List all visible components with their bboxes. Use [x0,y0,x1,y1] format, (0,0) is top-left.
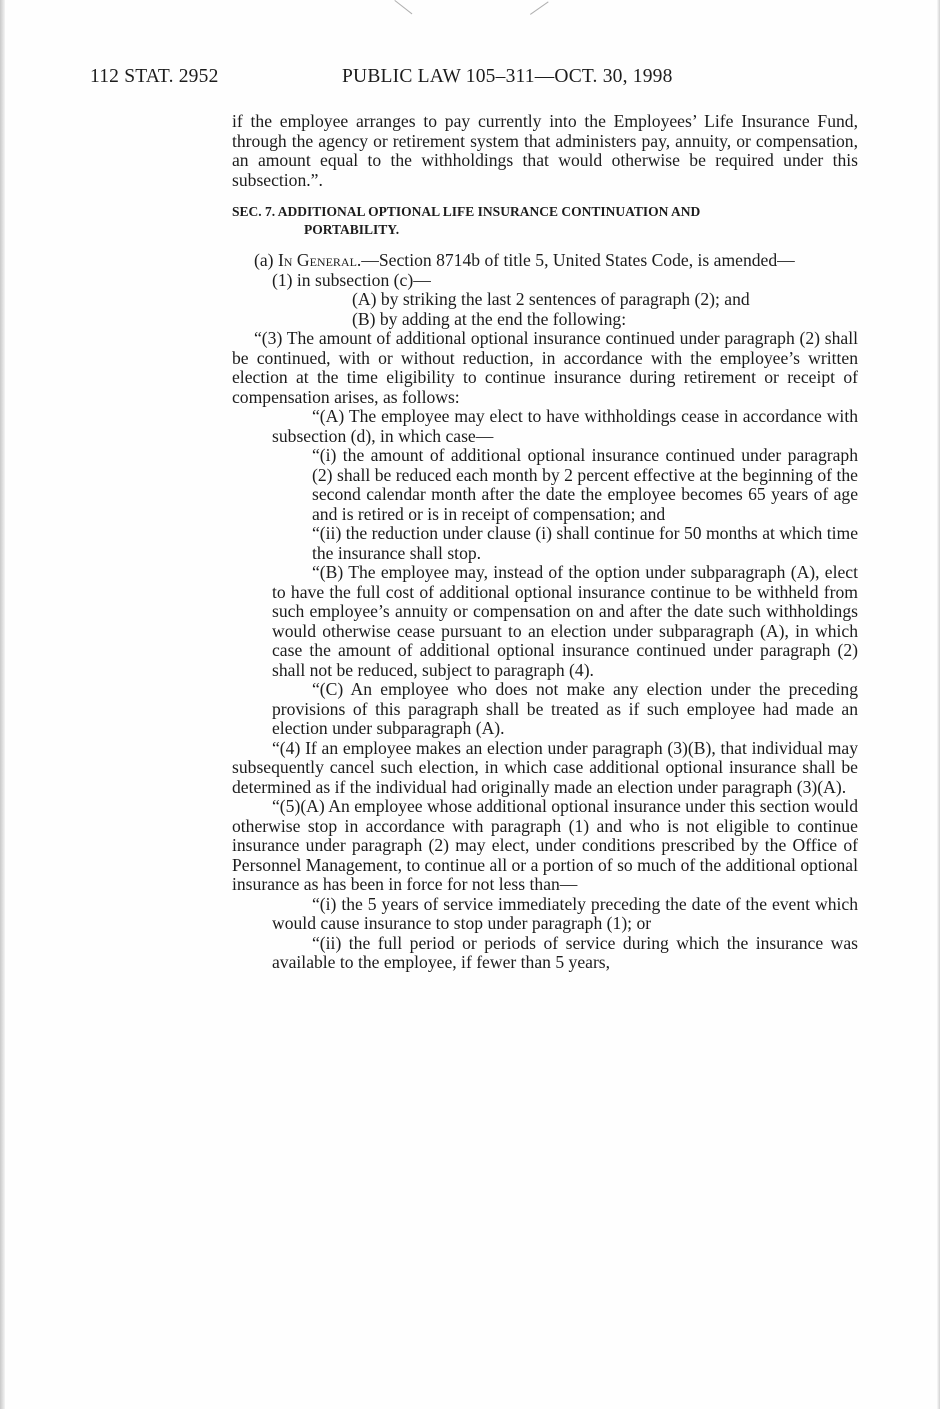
paragraph-5-A: “(5)(A) An employee whose additional optional insurance under this section would otherwise stop in accordance with paragraph (1) and who is not eligible to continue insurance under paragraph (2) may elect, under conditions prescribed by the Office of Personnel Management, to continue all or a portion of so much of the additional optional insurance as has been in force for not less than— [232,796,858,894]
section-heading-line: SEC. 7. ADDITIONAL OPTIONAL LIFE INSURANCE CONTINUATION AND [232,204,701,219]
paragraph-4: “(4) If an employee makes an election under paragraph (3)(B), that individual may subsequently cancel such election, in which case additional optional insurance shall be determined as if the individual had originally made an election under paragraph (3)(A). [232,737,858,797]
paragraph-3-A-i: “(i) the amount of additional optional insurance continued under paragraph (2) shall be reduced each month by 2 percent effective at the beginning of the second calendar month after the date the employee becomes 65 years of age and is retired or is in receipt of compensation; and [312,445,858,524]
statute-page-number: 112 STAT. 2952 [90,66,219,87]
document-body [232,112,858,973]
subsection-label: (a) [254,250,278,270]
subparagraph-B: (B) by adding at the end the following: [352,308,627,329]
section-heading-line: PORTABILITY. [304,222,400,237]
section-heading [232,203,858,239]
scan-mark [530,1,549,14]
paragraph-3-C: “(C) An employee who does not make any election under the preceding provisions of this paragraph shall be treated as if such employee had made an election under subparagraph (A). [272,679,858,738]
paragraph-continuation: if the employee arranges to pay currently into the Employees’ Life Insurance Fund, through the agency or retirement system that administers pay, annuity, or compensation, an amount equal to the withholdings that would otherwise be required under this subsection.”. [232,111,858,190]
subparagraph-A: (A) by striking the last 2 sentences of paragraph (2); and [352,289,750,309]
paragraph-5-A-i: “(i) the 5 years of service immediately preceding the date of the event which would cause insurance to stop under paragraph (1); or [272,893,858,933]
paragraph-3-A-ii: “(ii) the reduction under clause (i) shall continue for 50 months at which time the insurance shall stop. [312,523,858,563]
scan-edge [0,0,5,1409]
subsection-heading: In General [277,250,357,270]
paragraph-1: (1) in subsection (c)— [272,269,431,290]
paragraph-3-B: “(B) The employee may, instead of the option under subparagraph (A), elect to have the full cost of additional optional insurance continue to be withheld from such employee’s annuity or compensation on and after the date such withholdings would otherwise cease pursuant to an election under subparagraph (A), in which case the amount of additional optional insurance continued under paragraph (2) shall not be reduced, subject to paragraph (4). [272,562,858,680]
subsection-a [232,251,858,271]
page-header [90,64,880,90]
paragraph-3-A: “(A) The employee may elect to have withholdings cease in accordance with subsection (d), in which case— [272,406,858,446]
scan-mark [394,0,412,14]
public-law-citation: PUBLIC LAW 105–311—OCT. 30, 1998 [342,66,673,87]
paragraph-5-A-ii: “(ii) the full period or periods of service during which the insurance was available to the employee, if fewer than 5 years, [272,932,858,972]
paragraph-3: “(3) The amount of additional optional insurance continued under paragraph (2) shall be continued, with or without reduction, in accordance with the employee’s written election at the time eligibility to continue insurance during retirement or receipt of compensation arises, as follows: [232,328,858,407]
subsection-text: .—Section 8714b of title 5, United States Code, is amended— [356,250,795,270]
